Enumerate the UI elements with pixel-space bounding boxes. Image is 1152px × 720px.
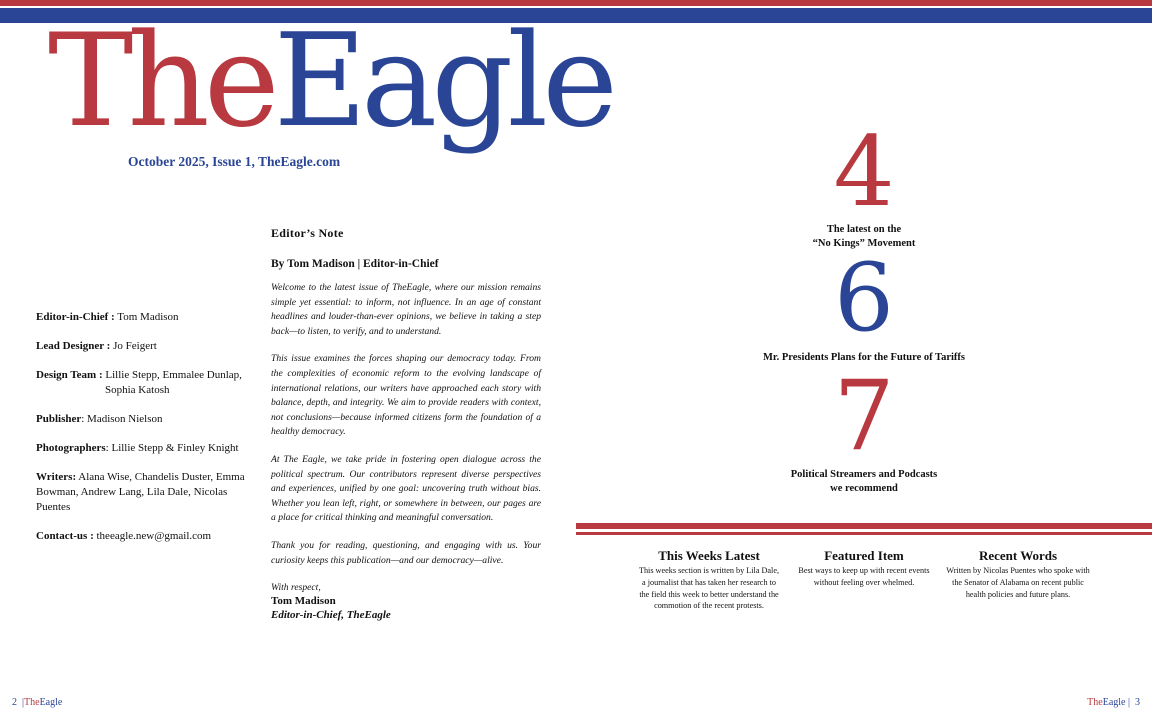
staff-photographers (36, 441, 256, 456)
editors-note-paragraph: This issue examines the forces shaping our democracy today. From the complexities of economic reform to the evolving landscape of international relations, our writers have approached each story with balance, depth, and integrity. We aim to provide readers with context, not conclusions—because informed citizens form the foundation of a healthy democracy. (271, 353, 541, 438)
staff-label: Publisher (36, 413, 82, 425)
editors-note-heading: Editor’s Note (271, 226, 344, 240)
column-title: Featured Item (824, 548, 904, 563)
masthead-title (48, 7, 612, 156)
footer-left (12, 697, 62, 708)
staff-value: Jo Feigert (113, 340, 157, 352)
staff-value: : Madison Nielson (81, 413, 163, 425)
contents-page-number: 6 (834, 244, 894, 353)
staff-editor-in-chief (36, 310, 256, 325)
column-body: Written by Nicolas Puentes who spoke with the Senator of Alabama on recent public health policies and future plans. (946, 566, 1090, 599)
footer-brand-the: The (24, 697, 40, 708)
contents-item-text: Political Streamers and Podcasts (790, 469, 938, 480)
editors-note-paragraph: At The Eagle, we take pride in fostering open dialogue across the political spectrum. Our contributors represent diverse perspectives and experiences, unified by one goal: uncovering truth without bias. Whether you lean left, right, or somewhere in between, our pages are a place for critical thinking and meaningful conversation. (271, 453, 541, 524)
staff-box (36, 310, 256, 558)
footer-brand-eagle: Eagle (39, 697, 63, 708)
column-featured-item[interactable] (788, 548, 940, 589)
staff-value: Lillie Stepp, Emmalee Dunlap, (105, 369, 242, 381)
staff-lead-designer (36, 339, 256, 354)
staff-label: Contact-us : (36, 530, 94, 542)
page-number: 3 (1135, 697, 1140, 708)
masthead-eagle: Eagle (273, 7, 612, 156)
staff-label: Photographers (36, 442, 106, 454)
issue-line: October 2025, Issue 1, TheEagle.com (128, 154, 341, 169)
column-body: This weeks section is written by Lila Dale, a journalist that has taken her research to the field this week to better understand the commotion of the recent protests. (638, 566, 780, 611)
footer-separator: | (1127, 697, 1130, 708)
contents-page-number: 4 (833, 116, 895, 228)
contents-item-text: The latest on the (826, 224, 902, 235)
contents-item[interactable] (744, 468, 984, 496)
staff-value: Alana Wise, Chandelis Duster, Emma Bowman, Andrew Lang, Lila Dale, Nicolas Puentes (36, 471, 245, 513)
contact-email: theeagle.new@gmail.com (96, 530, 212, 542)
staff-design-team (36, 368, 256, 398)
column-title: This Weeks Latest (658, 548, 760, 563)
masthead-the: The (48, 7, 274, 156)
editors-note-byline: By Tom Madison | Editor-in-Chief (271, 258, 439, 270)
staff-value: : Lillie Stepp & Finley Knight (105, 442, 239, 454)
editors-note-signoff: With respect, (271, 582, 321, 594)
staff-label: Writers: (36, 471, 77, 483)
staff-label: Design Team : (36, 369, 103, 381)
section-divider-thick (576, 523, 1152, 529)
staff-label: Editor-in-Chief : (36, 311, 115, 323)
footer-brand-eagle: Eagle (1102, 697, 1126, 708)
editors-note-paragraph: Thank you for reading, questioning, and engaging with us. Your curiosity keeps this publication—and our democracy—alive. (271, 539, 541, 566)
contents-item-text: we recommend (830, 483, 898, 494)
editors-note-signature-name: Tom Madison (271, 595, 336, 608)
column-title: Recent Words (978, 548, 1058, 563)
staff-publisher (36, 412, 256, 427)
editors-note-paragraph: Welcome to the latest issue of TheEagle, where our mission remains simple yet essential: to inform, not influence. In an age of constant headlines and louder-than-ever opinions, we believe in taking a step back—to listen, to verify, and to understand. (271, 282, 541, 337)
editors-note-signature-title: Editor-in-Chief, TheEagle (271, 609, 391, 622)
contents-item-text: “No Kings” Movement (812, 238, 916, 249)
footer-brand-the: The (1087, 697, 1103, 708)
top-red-stripe (0, 0, 1152, 6)
page-number: 2 (12, 697, 17, 708)
staff-contact (36, 529, 256, 544)
staff-value: Sophia Katosh (105, 384, 170, 396)
staff-value: Tom Madison (117, 311, 179, 323)
contents-item-text: Mr. Presidents Plans for the Future of Tariffs (762, 352, 966, 363)
footer-right (1087, 697, 1140, 708)
column-recent-words[interactable] (944, 548, 1092, 600)
staff-label: Lead Designer : (36, 340, 111, 352)
column-this-weeks-latest[interactable] (638, 548, 780, 612)
footer-separator: | (22, 697, 25, 708)
staff-writers (36, 470, 256, 515)
section-divider-thin (576, 532, 1152, 535)
column-body: Best ways to keep up with recent events without feeling over whelmed. (798, 566, 930, 587)
editors-note (271, 226, 541, 623)
contents-page-number: 7 (833, 360, 895, 472)
